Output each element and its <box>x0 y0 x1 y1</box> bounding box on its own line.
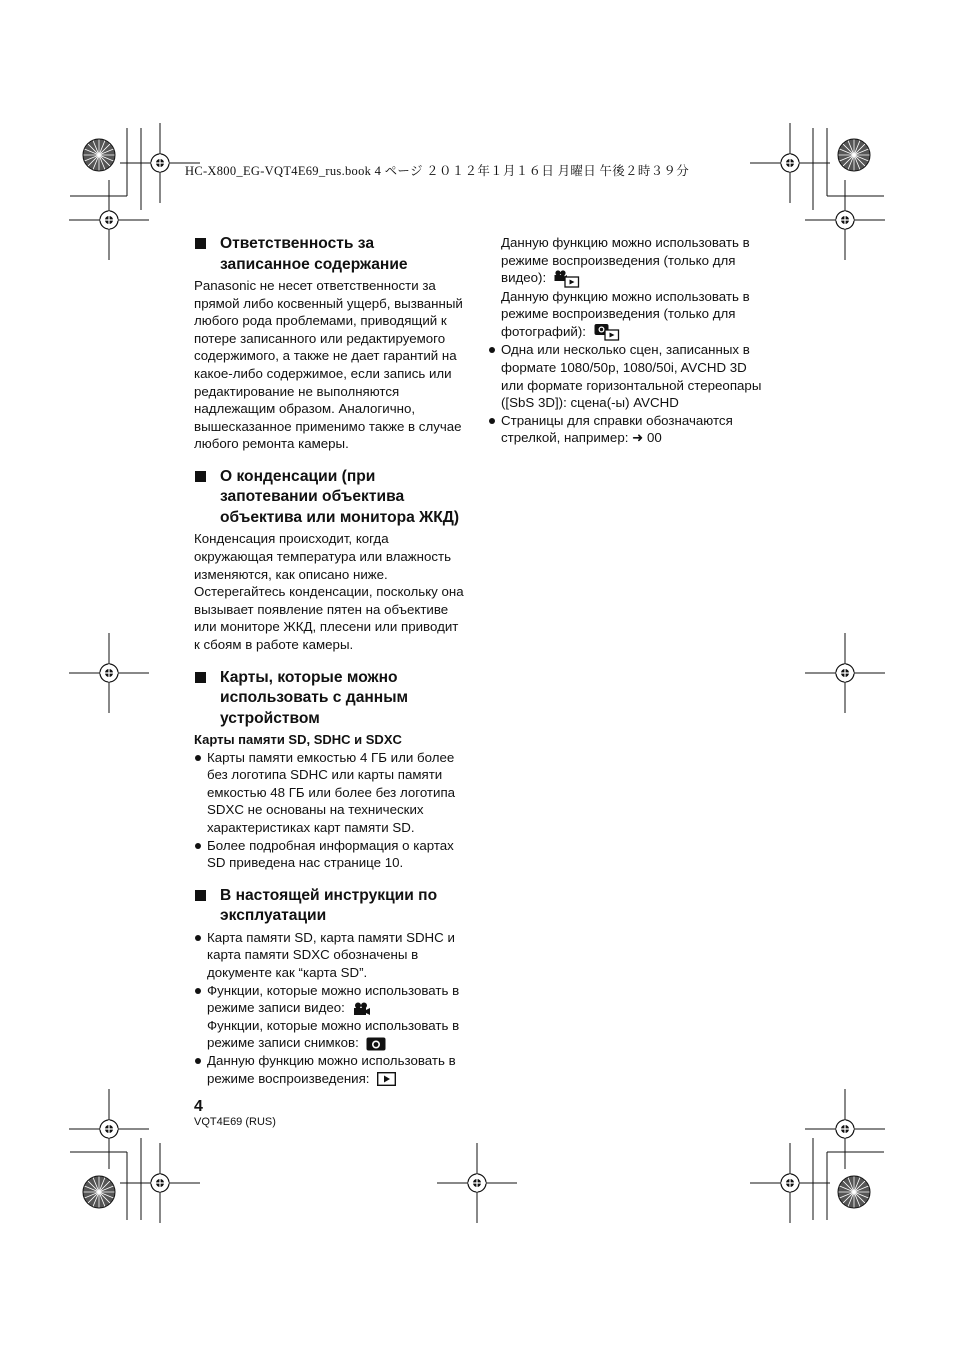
section-title: Ответственность за записанное содержание <box>194 234 466 275</box>
video-playback-icon <box>554 270 580 288</box>
section-title: Карты, которые можно использовать с данным устройством <box>194 668 466 730</box>
camera-icon <box>366 1037 386 1051</box>
section-subtitle: Карты памяти SD, SDHC и SDXC <box>194 732 402 748</box>
right-column <box>488 234 763 447</box>
list-item: Карта памяти SD, карта памяти SDHC и карта памяти SDXC обозначены в документе как “карта SD”. <box>194 929 466 982</box>
list-item <box>194 982 466 1052</box>
continued-text-video: Данную функцию можно использовать в режиме воспроизведения (только для видео): <box>501 235 750 286</box>
list-item: Карты памяти емкостью 4 ГБ или более без логотипа SDHC или карты памяти емкостью 48 ГБ или более без логотипа SDXC не основаны на технических характеристиках карт памяти SD. <box>194 749 466 837</box>
section-condensation <box>194 467 466 654</box>
continued-text-photo: Данную функцию можно использовать в режиме воспроизведения (только для фотографий): <box>501 288 750 339</box>
list-item <box>194 1052 466 1087</box>
bullet-list <box>194 749 466 872</box>
list-item: Одна или несколько сцен, записанных в формате 1080/50p, 1080/50i, AVCHD 3D или формате горизонтальной стереопары ([SbS 3D]): сцена(-ы) AVCHD <box>488 341 763 411</box>
list-item-text: Функции, которые можно использовать в режиме записи видео: <box>207 982 460 1016</box>
list-item: Страницы для справки обозначаются стрелкой, например: ➜ 00 <box>488 412 763 447</box>
playback-icon <box>377 1072 396 1086</box>
section-cards <box>194 668 466 872</box>
bullet-list <box>488 341 763 447</box>
left-column <box>194 234 466 1101</box>
section-responsibility <box>194 234 466 453</box>
page-number: 4 <box>194 1098 203 1115</box>
photo-playback-icon <box>594 323 620 341</box>
section-body: Конденсация происходит, когда окружающая температура или влажность изменяются, как описано ниже. Остерегайтесь конденсации, поскольку она вызывает появление пятен на объективе или мониторе ЖКД, плесени или приводит к сбоям в работе камеры. <box>194 531 464 652</box>
document-code: VQT4E69 (RUS) <box>194 1116 276 1128</box>
section-title: О конденсации (при запотевании объектива объектива или монитора ЖКД) <box>194 467 466 529</box>
section-body: Panasonic не несет ответственности за прямой либо косвенный ущерб, вызванный любого рода проблемами, приводящий к потере записанного или редактируемого содержимого, а также не дает гарантий на какое-либо содержимое, если запись или редактирование не выполняются надлежащим образом. Аналогично, вышесказанное применимо также в случае любого ремонта камеры. <box>194 278 463 452</box>
list-item: Более подробная информация о картах SD приведена нас странице 10. <box>194 837 466 872</box>
book-header-info: HC-X800_EG-VQT4E69_rus.book 4 ページ ２０１２年１月１６日 月曜日 午後２時３９分 <box>185 164 690 178</box>
list-item-text: Функции, которые можно использовать в режиме записи снимков: <box>207 1017 460 1051</box>
bullet-list <box>194 929 466 1087</box>
section-manual <box>194 886 466 1087</box>
continued-text <box>488 234 763 341</box>
section-title: В настоящей инструкции по эксплуатации <box>194 886 466 927</box>
video-camera-icon <box>353 1002 371 1016</box>
list-item-text: Данную функцию можно использовать в режиме воспроизведения: <box>207 1053 456 1086</box>
